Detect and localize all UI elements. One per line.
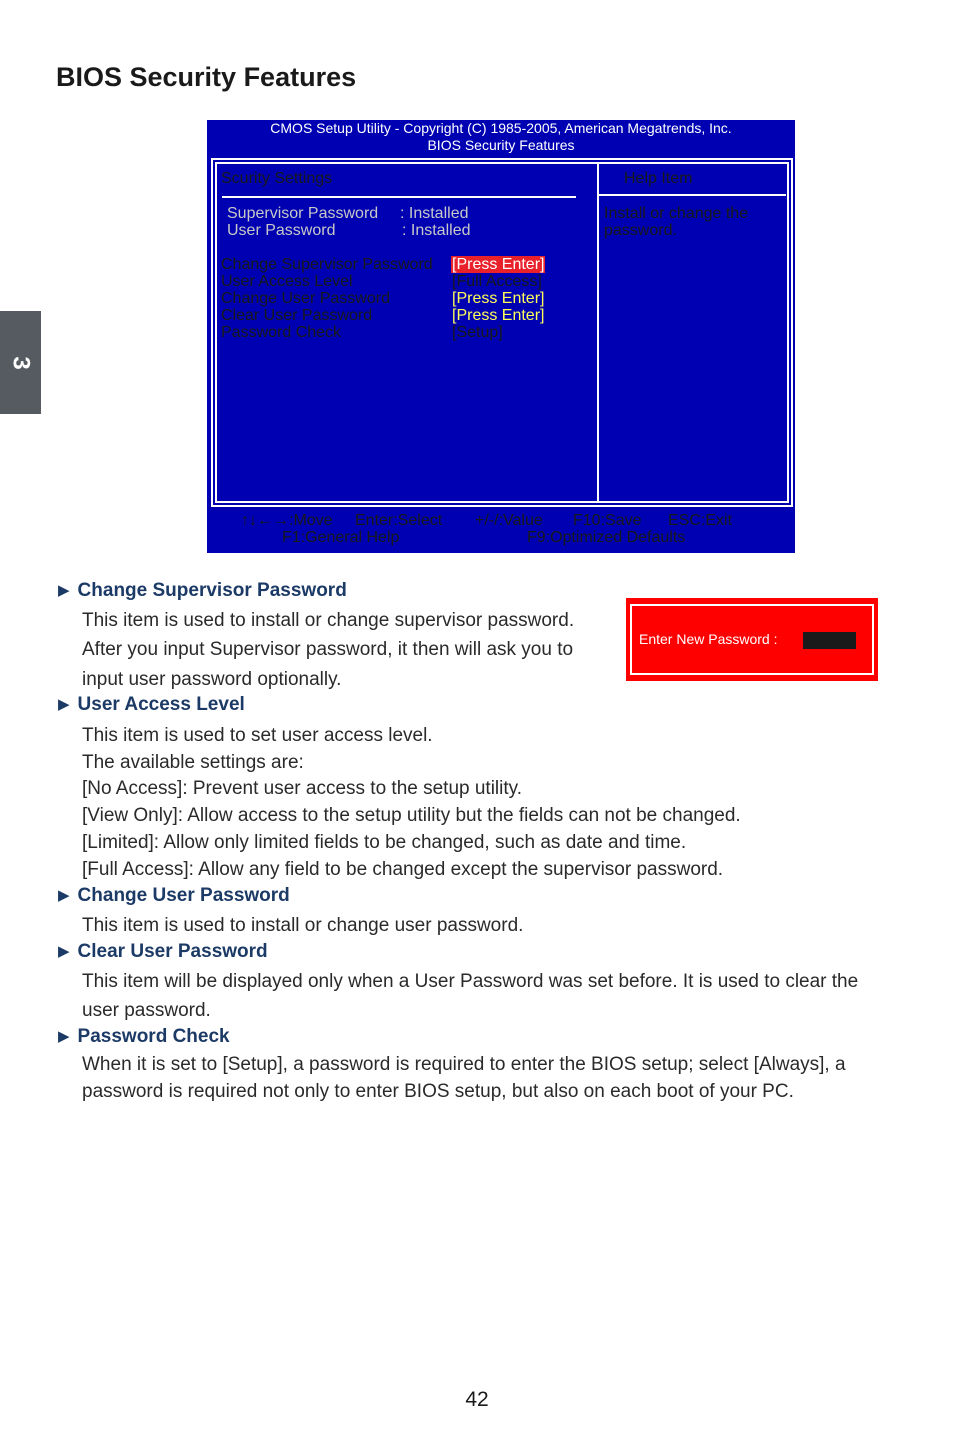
- bios-settings-title: Scurity Settings: [221, 170, 333, 187]
- paragraph-line: After you input Supervisor password, it then will ask you to: [82, 639, 574, 660]
- paragraph-line: This item is used to install or change user password.: [82, 915, 524, 936]
- bios-value-user-access-level[interactable]: [Full Access]: [452, 273, 542, 290]
- paragraph-line: [Limited]: Allow only limited fields to be changed, such as date and time.: [82, 832, 687, 853]
- bios-item-change-user-password[interactable]: Change User Password: [221, 290, 390, 307]
- bios-value-clear-user-password[interactable]: [Press Enter]: [452, 307, 545, 324]
- settings-divider: [222, 196, 576, 198]
- bios-value-password-check[interactable]: [Setup]: [452, 324, 503, 341]
- footer-move-hint: ↑↓←→:Move: [241, 512, 333, 529]
- section-heading-clear-user-password: [58, 941, 268, 963]
- footer-help-hint: F1:General Help: [282, 529, 400, 546]
- page-title: BIOS Security Features: [56, 62, 357, 92]
- bios-item-change-supervisor-password[interactable]: Change Supervisor Password: [221, 256, 433, 273]
- bios-item-password-check[interactable]: Password Check: [221, 324, 342, 341]
- section-heading-text: Clear User Password: [77, 941, 268, 962]
- chapter-tab: [0, 311, 41, 414]
- triangle-bullet-icon: ▶: [58, 696, 70, 713]
- chapter-number: 3: [7, 355, 35, 370]
- section-heading-text: Password Check: [77, 1026, 230, 1047]
- password-dialog: [626, 598, 878, 681]
- triangle-bullet-icon: ▶: [58, 887, 70, 904]
- triangle-bullet-icon: ▶: [58, 582, 70, 599]
- paragraph-line: [View Only]: Allow access to the setup utility but the fields can not be changed.: [82, 805, 741, 826]
- footer-exit-hint: ESC:Exit: [668, 512, 733, 529]
- status-value-supervisor: : Installed: [400, 205, 469, 222]
- section-heading-change-user-password: [58, 885, 290, 907]
- bios-help-text-line1: Install or change the: [604, 205, 749, 222]
- bios-item-user-access-level[interactable]: User Access Level: [221, 273, 353, 290]
- section-heading-text: Change User Password: [77, 885, 290, 906]
- footer-defaults-hint: F9:Optimized Defaults: [527, 529, 686, 546]
- bios-value-change-user-password[interactable]: [Press Enter]: [452, 290, 545, 307]
- page-number: 42: [465, 1388, 489, 1411]
- footer-save-hint: F10:Save: [573, 512, 642, 529]
- bios-item-clear-user-password[interactable]: Clear User Password: [221, 307, 373, 324]
- bios-help-text-line2: password.: [604, 222, 677, 239]
- paragraph-line: This item will be displayed only when a User Password was set before. It is used to clear the: [82, 971, 859, 992]
- section-heading-password-check: [58, 1026, 230, 1048]
- paragraph-line: password is required not only to enter BIOS setup, but also on each boot of your PC.: [82, 1081, 794, 1102]
- section-heading-text: Change Supervisor Password: [77, 580, 347, 601]
- status-value-user: : Installed: [402, 222, 471, 239]
- section-heading-text: User Access Level: [77, 694, 245, 715]
- paragraph-line: When it is set to [Setup], a password is required to enter the BIOS setup; select [Always], a: [82, 1054, 846, 1075]
- bios-header-copyright: CMOS Setup Utility - Copyright (C) 1985-2005, American Megatrends, Inc.: [270, 120, 732, 136]
- bios-value-change-supervisor-password[interactable]: [451, 256, 545, 273]
- paragraph-line: input user password optionally.: [82, 669, 342, 690]
- password-label: Enter New Password :: [639, 631, 778, 647]
- bios-help-title: Help Item: [624, 170, 693, 187]
- section-heading-user-access-level: [58, 694, 245, 716]
- paragraph-line: user password.: [82, 1000, 211, 1021]
- selected-value[interactable]: [Press Enter]: [452, 256, 545, 273]
- paragraph-line: This item is used to install or change supervisor password.: [82, 610, 575, 631]
- paragraph-line: The available settings are:: [82, 752, 304, 773]
- triangle-bullet-icon: ▶: [58, 1028, 70, 1045]
- paragraph-line: [No Access]: Prevent user access to the setup utility.: [82, 778, 523, 799]
- help-divider: [598, 194, 786, 196]
- status-label-user: User Password: [227, 222, 336, 239]
- bios-header-title: BIOS Security Features: [427, 137, 575, 153]
- password-input[interactable]: [803, 632, 856, 649]
- paragraph-line: [Full Access]: Allow any field to be changed except the supervisor password.: [82, 859, 724, 880]
- footer-select-hint: Enter:Select: [355, 512, 443, 529]
- paragraph-line: This item is used to set user access level.: [82, 725, 433, 746]
- footer-value-hint: +/-/:Value: [475, 512, 543, 529]
- section-heading-change-supervisor-password: [58, 580, 347, 602]
- triangle-bullet-icon: ▶: [58, 943, 70, 960]
- status-label-supervisor: Supervisor Password: [227, 205, 379, 222]
